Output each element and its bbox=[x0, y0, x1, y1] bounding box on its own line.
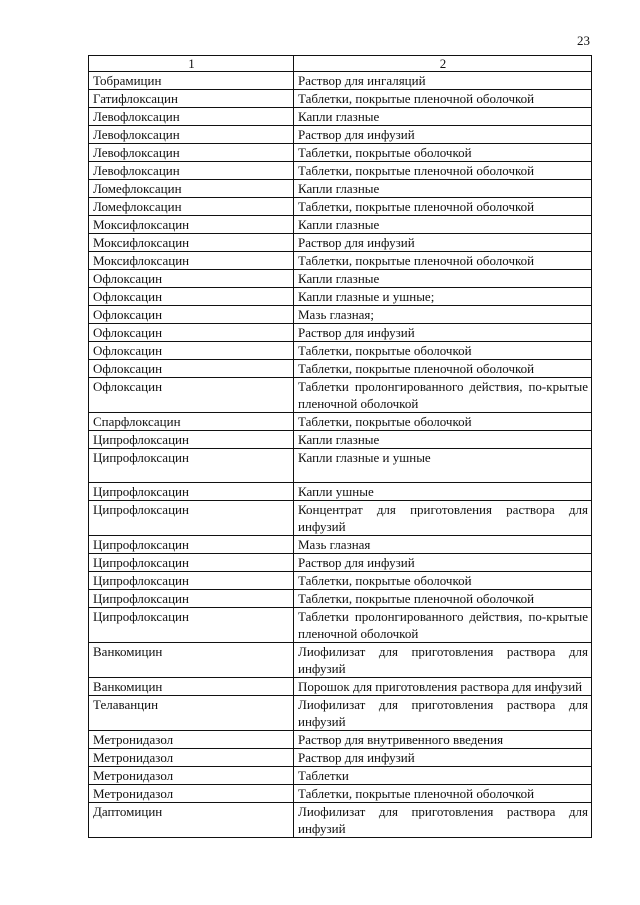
table-row bbox=[89, 252, 592, 270]
table-row bbox=[89, 144, 592, 162]
drug-name-cell: Офлоксацин bbox=[89, 342, 294, 360]
dosage-form-cell: Раствор для инфузий bbox=[294, 749, 592, 767]
drug-name-cell: Ципрофлоксацин bbox=[89, 501, 294, 536]
dosage-form-cell: Капли глазные и ушные bbox=[294, 449, 592, 483]
drug-name-cell: Моксифлоксацин bbox=[89, 216, 294, 234]
drug-name-cell: Левофлоксацин bbox=[89, 126, 294, 144]
drug-name-cell: Офлоксацин bbox=[89, 288, 294, 306]
drug-forms-table bbox=[88, 55, 592, 838]
table-row bbox=[89, 72, 592, 90]
table-row bbox=[89, 431, 592, 449]
drug-name-cell: Телаванцин bbox=[89, 696, 294, 731]
drug-name-cell: Метронидазол bbox=[89, 731, 294, 749]
dosage-form-cell: Таблетки, покрытые пленочной оболочкой bbox=[294, 162, 592, 180]
dosage-form-cell: Раствор для инфузий bbox=[294, 554, 592, 572]
dosage-form-cell: Мазь глазная; bbox=[294, 306, 592, 324]
dosage-form-cell: Раствор для внутривенного введения bbox=[294, 731, 592, 749]
dosage-form-cell: Капли ушные bbox=[294, 483, 592, 501]
dosage-form-cell: Капли глазные bbox=[294, 216, 592, 234]
drug-name-cell: Тобрамицин bbox=[89, 72, 294, 90]
dosage-form-cell: Таблетки, покрытые пленочной оболочкой bbox=[294, 198, 592, 216]
drug-name-cell: Даптомицин bbox=[89, 803, 294, 838]
dosage-form-cell: Таблетки, покрытые пленочной оболочкой bbox=[294, 590, 592, 608]
drug-name-cell: Ципрофлоксацин bbox=[89, 483, 294, 501]
table-row bbox=[89, 198, 592, 216]
drug-name-cell: Ципрофлоксацин bbox=[89, 536, 294, 554]
table-row bbox=[89, 749, 592, 767]
dosage-form-cell: Таблетки bbox=[294, 767, 592, 785]
table-row bbox=[89, 126, 592, 144]
table-header-row bbox=[89, 56, 592, 72]
table-row bbox=[89, 483, 592, 501]
table-row bbox=[89, 342, 592, 360]
dosage-form-cell: Капли глазные bbox=[294, 180, 592, 198]
table-row bbox=[89, 216, 592, 234]
table-row bbox=[89, 501, 592, 536]
dosage-form-cell: Капли глазные bbox=[294, 431, 592, 449]
table-row bbox=[89, 180, 592, 198]
table-row bbox=[89, 536, 592, 554]
drug-name-cell: Моксифлоксацин bbox=[89, 252, 294, 270]
table-row bbox=[89, 608, 592, 643]
dosage-form-cell: Концентрат для приготовления раствора для инфузий bbox=[294, 501, 592, 536]
dosage-form-cell: Лиофилизат для приготовления раствора для инфузий bbox=[294, 643, 592, 678]
table-row bbox=[89, 678, 592, 696]
table-row bbox=[89, 731, 592, 749]
table-row bbox=[89, 234, 592, 252]
drug-name-cell: Ципрофлоксацин bbox=[89, 572, 294, 590]
table-row bbox=[89, 803, 592, 838]
column-header-1: 1 bbox=[89, 56, 294, 72]
table-row bbox=[89, 324, 592, 342]
table-row bbox=[89, 288, 592, 306]
table-row bbox=[89, 306, 592, 324]
drug-name-cell: Ципрофлоксацин bbox=[89, 554, 294, 572]
dosage-form-cell: Лиофилизат для приготовления раствора для инфузий bbox=[294, 696, 592, 731]
drug-name-cell: Левофлоксацин bbox=[89, 162, 294, 180]
dosage-form-cell: Таблетки, покрытые пленочной оболочкой bbox=[294, 252, 592, 270]
dosage-form-cell: Порошок для приготовления раствора для инфузий bbox=[294, 678, 592, 696]
drug-name-cell: Ципрофлоксацин bbox=[89, 608, 294, 643]
drug-name-cell: Ципрофлоксацин bbox=[89, 431, 294, 449]
drug-name-cell: Офлоксацин bbox=[89, 270, 294, 288]
drug-name-cell: Гатифлоксацин bbox=[89, 90, 294, 108]
dosage-form-cell: Таблетки, покрытые оболочкой bbox=[294, 572, 592, 590]
column-header-2: 2 bbox=[294, 56, 592, 72]
dosage-form-cell: Таблетки, покрытые пленочной оболочкой bbox=[294, 90, 592, 108]
dosage-form-cell: Раствор для ингаляций bbox=[294, 72, 592, 90]
dosage-form-cell: Раствор для инфузий bbox=[294, 126, 592, 144]
dosage-form-cell: Капли глазные bbox=[294, 108, 592, 126]
dosage-form-cell: Таблетки, покрытые пленочной оболочкой bbox=[294, 360, 592, 378]
drug-name-cell: Ципрофлоксацин bbox=[89, 590, 294, 608]
table-row bbox=[89, 90, 592, 108]
dosage-form-cell: Капли глазные bbox=[294, 270, 592, 288]
dosage-form-cell: Таблетки пролонгированного действия, по-крытые пленочной оболочкой bbox=[294, 608, 592, 643]
dosage-form-cell: Раствор для инфузий bbox=[294, 234, 592, 252]
table-row bbox=[89, 378, 592, 413]
dosage-form-cell: Таблетки, покрытые оболочкой bbox=[294, 342, 592, 360]
drug-name-cell: Ванкомицин bbox=[89, 643, 294, 678]
drug-name-cell: Ципрофлоксацин bbox=[89, 449, 294, 483]
drug-name-cell: Спарфлоксацин bbox=[89, 413, 294, 431]
drug-name-cell: Метронидазол bbox=[89, 767, 294, 785]
drug-name-cell: Офлоксацин bbox=[89, 324, 294, 342]
drug-name-cell: Метронидазол bbox=[89, 749, 294, 767]
table-row bbox=[89, 449, 592, 483]
table-row bbox=[89, 785, 592, 803]
table-row bbox=[89, 162, 592, 180]
drug-name-cell: Ломефлоксацин bbox=[89, 198, 294, 216]
table-row bbox=[89, 590, 592, 608]
dosage-form-cell: Таблетки, покрытые пленочной оболочкой bbox=[294, 785, 592, 803]
drug-name-cell: Метронидазол bbox=[89, 785, 294, 803]
dosage-form-cell: Мазь глазная bbox=[294, 536, 592, 554]
drug-name-cell: Офлоксацин bbox=[89, 378, 294, 413]
table-row bbox=[89, 554, 592, 572]
drug-name-cell: Левофлоксацин bbox=[89, 108, 294, 126]
table-row bbox=[89, 108, 592, 126]
table-row bbox=[89, 643, 592, 678]
drug-name-cell: Ломефлоксацин bbox=[89, 180, 294, 198]
table-row bbox=[89, 572, 592, 590]
table-row bbox=[89, 360, 592, 378]
table-row bbox=[89, 413, 592, 431]
drug-name-cell: Моксифлоксацин bbox=[89, 234, 294, 252]
dosage-form-cell: Таблетки пролонгированного действия, по-крытые пленочной оболочкой bbox=[294, 378, 592, 413]
table-row bbox=[89, 767, 592, 785]
drug-name-cell: Левофлоксацин bbox=[89, 144, 294, 162]
table-row bbox=[89, 270, 592, 288]
dosage-form-cell: Таблетки, покрытые оболочкой bbox=[294, 144, 592, 162]
dosage-form-cell: Капли глазные и ушные; bbox=[294, 288, 592, 306]
dosage-form-cell: Таблетки, покрытые оболочкой bbox=[294, 413, 592, 431]
drug-name-cell: Офлоксацин bbox=[89, 306, 294, 324]
drug-name-cell: Офлоксацин bbox=[89, 360, 294, 378]
drug-name-cell: Ванкомицин bbox=[89, 678, 294, 696]
page-number: 23 bbox=[577, 33, 590, 48]
dosage-form-cell: Лиофилизат для приготовления раствора для инфузий bbox=[294, 803, 592, 838]
table-row bbox=[89, 696, 592, 731]
dosage-form-cell: Раствор для инфузий bbox=[294, 324, 592, 342]
